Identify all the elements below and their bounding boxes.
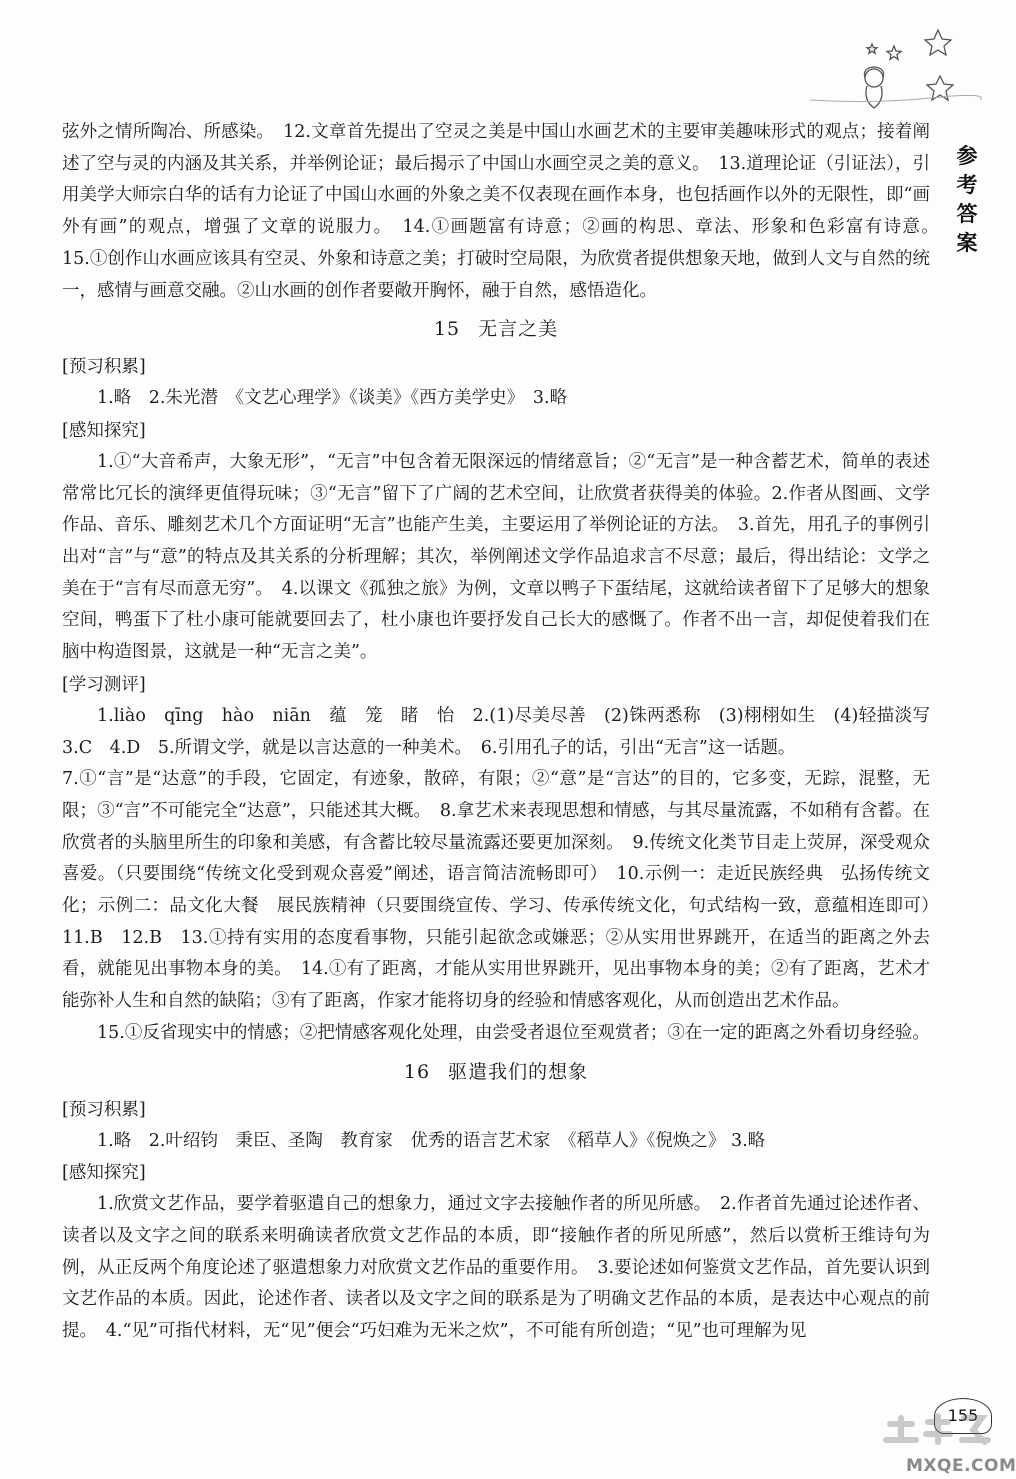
lesson-16-title-text: 驱遣我们的想象: [448, 1060, 589, 1083]
lesson-15-title-text: 无言之美: [478, 318, 559, 341]
page-number: 155: [934, 1398, 992, 1434]
lesson-16-section-preview-answers: 1.略 2.叶绍钧 秉臣、圣陶 教育家 优秀的语言艺术家 《稻草人》《倪焕之》 3.略: [97, 1130, 766, 1151]
lesson-15-section-test-heading: [学习测评]: [62, 674, 146, 695]
lesson-15-title: [62, 309, 930, 349]
lesson-15-section-preview-heading: [预习积累]: [62, 357, 146, 378]
lesson-16-section-explore-answers: 1.欣赏文艺作品，要学着驱遣自己的想象力，通过文字去接触作者的所见所感。 2.作者首先通过论述作者、读者以及文字之间的联系来明确读者欣赏文艺作品的本质，即“接触作者的所见所感”，然后以赏析王维诗句为例，从正反两个角度论述了驱遣想象力对欣赏文艺作品的重要作用。 3.要论述如何鉴赏文艺作品，首先要认识到文艺作品的本质。因此，论述作者、读者以及文字之间的联系是为了明确文艺作品的本质，是表达中心观点的前提。 4.“见”可指代材料，无“见”便会“巧妇难为无米之炊”，不可能有所创造；“见”也可理解为见: [62, 1194, 930, 1342]
lesson-15-number: 15: [433, 318, 461, 341]
main-content: [62, 117, 948, 1348]
star-decoration-icon: [810, 20, 980, 120]
lesson-15-section-test-answers-1: 1.liào qīng hào niān 蕴 笼 睹 怡 2.(1)尽美尽善 (2)铢两悉称 (3)栩栩如生 (4)轻描淡写 3.C 4.D 5.所谓文学，就是以言达意的一种美术。 6.引用孔子的话，引出“无言”这一话题。: [62, 705, 948, 758]
lesson-16-section-explore-heading: [感知探究]: [62, 1163, 146, 1184]
lesson-16-section-preview-heading: [预习积累]: [62, 1099, 146, 1120]
lesson-15-section-preview-answers: 1.略 2.朱光潜 《文艺心理学》《谈美》《西方美学史》 3.略: [97, 388, 568, 409]
watermark-text: MXQE.COM: [906, 1456, 1016, 1476]
lesson-15-section-test-answers-3: 15.①反省现实中的情感；②把情感客观化处理，由尝受者退位至观赏者；③在一定的距离之外看切身经验。: [97, 1022, 930, 1043]
lesson-16-number: 16: [403, 1060, 431, 1083]
answer-key-side-label: 参 考 答 案: [956, 144, 978, 255]
lesson-15-section-test-answers-2: 7.①“言”是“达意”的手段，它固定，有迹象，散碎，有限；②“意”是“言达”的目的，它多变，无踪，混整，无限；③“言”不可能完全“达意”，只能述其大概。 8.拿艺术来表现思想和情感，与其尽量流露，不如稍有含蓄。在欣赏者的头脑里所生的印象和美感，有含蓄比较尽量流露还要更加深刻。 9.传统文化类节目走上荧屏，深受观众喜爱。（只要围绕“传统文化受到观众喜爱”阐述，语言简洁流畅即可） 10.示例一：走近民族经典 弘扬传统文化；示例二：品文化大餐 展民族精神（只要围绕宣传、学习、传承传统文化，句式结构一致，意蕴相连即可） 11.B 12.B 13.①持有实用的态度看事物，只能引起欲念或嫌恶；②从实用世界跳开，在适当的距离之外去看，就能见出事物本身的美。 14.①有了距离，才能从实用世界跳开，见出事物本身的美；②有了距离，艺术才能弥补人生和自然的缺陷；③有了距离，作家才能将切身的经验和情感客观化，从而创造出艺术作品。: [62, 769, 948, 1012]
lesson-15-section-explore-heading: [感知探究]: [62, 420, 146, 441]
lesson-15-section-explore-answers: 1.①“大音希声，大象无形”，“无言”中包含着无限深远的情绪意旨；②“无言”是一种含蓄艺术，简单的表述常常比冗长的演绎更值得玩味；③“无言”留下了广阔的艺术空间，让欣赏者获得美的体验。2.作者从图画、文学作品、音乐、雕刻艺术几个方面证明“无言”也能产生美，主要运用了举例论证的方法。 3.首先，用孔子的事例引出对“言”与“意”的特点及其关系的分析理解；其次，举例阐述文学作品追求言不尽意；最后，得出结论：文学之美在于“言有尽而意无穷”。 4.以课文《孤独之旅》为例，文章以鸭子下蛋结尾，这就给读者留下了足够大的想象空间，鸭蛋下了杜小康可能就要回去了，杜小康也许要抒发自己长大的感慨了。作者不出一言，却促使着我们在脑中构造图景，这就是一种“无言之美”。: [62, 451, 930, 663]
intro-paragraph: 弦外之情所陶冶、所感染。 12.文章首先提出了空灵之美是中国山水画艺术的主要审美趣味形式的观点；接着阐述了空与灵的内涵及其关系，并举例论证；最后揭示了中国山水画空灵之美的意义。 13.道理论证（引证法），引用美学大师宗白华的话有力论证了中国山水画的外象之美不仅表现在画作本身，也包括画作以外的无限性，即“画外有画”的观点，增强了文章的说服力。 14.①画题富有诗意；②画的构思、章法、形象和色彩富有诗意。 15.①创作山水画应该具有空灵、外象和诗意之美；打破时空局限，为欣赏者提供想象天地，做到人文与自然的统一，感情与画意交融。②山水画的创作者要敞开胸怀，融于自然，感悟造化。: [62, 122, 948, 301]
lesson-16-title: [62, 1052, 930, 1092]
